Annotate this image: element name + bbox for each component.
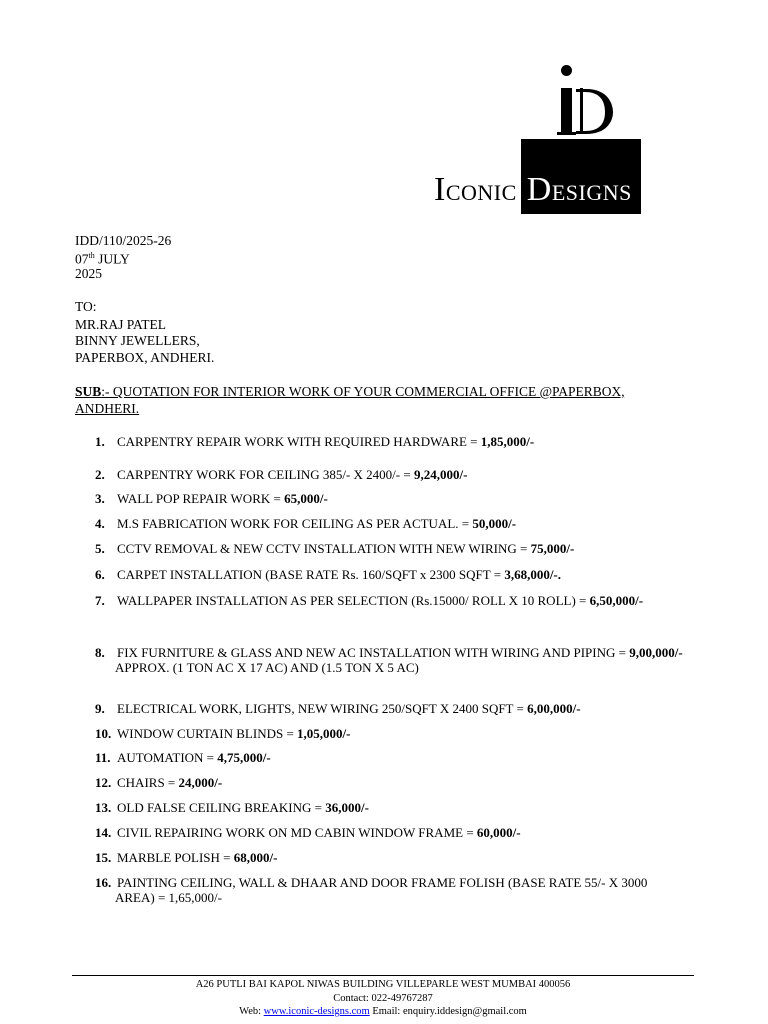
quotation-item — [95, 800, 695, 815]
item-amount: 36,000/- — [325, 800, 369, 815]
item-description: CIVIL REPAIRING WORK ON MD CABIN WINDOW FRAME = — [117, 825, 477, 840]
item-amount: 1,85,000/- — [480, 434, 535, 449]
item-amount: 68,000/- — [233, 850, 278, 865]
item-description: CARPENTRY REPAIR WORK WITH REQUIRED HARDWARE = — [117, 434, 481, 449]
footer-divider — [72, 975, 694, 976]
recipient-name: MR.RAJ PATEL — [75, 317, 167, 332]
item-number: 2. — [95, 467, 105, 482]
item-number: 14. — [95, 825, 112, 840]
quotation-item — [95, 491, 695, 506]
item-number: 12. — [95, 775, 112, 790]
item-amount: 9,24,000/- — [413, 467, 468, 482]
quotation-item — [95, 645, 695, 675]
item-description: PAINTING CEILING, WALL & DHAAR AND DOOR FRAME FOLISH (BASE RATE 55/- X 3000 — [117, 875, 648, 890]
item-number: 7. — [95, 593, 105, 608]
recipient-company: BINNY JEWELLERS, — [75, 333, 200, 348]
to-label: TO: — [75, 299, 97, 314]
item-amount: 6,50,000/- — [589, 593, 644, 608]
company-logo-text: ICONIC DESIGNS — [434, 171, 632, 208]
item-number: 9. — [95, 701, 105, 716]
quotation-item — [95, 701, 695, 716]
quotation-item — [95, 467, 695, 482]
item-description: MARBLE POLISH = — [117, 850, 234, 865]
item-amount: 50,000/- — [472, 516, 517, 531]
item-description: FIX FURNITURE & GLASS AND NEW AC INSTALLATION WITH WIRING AND PIPING = — [117, 645, 630, 660]
item-number: 4. — [95, 516, 105, 531]
item-number: 5. — [95, 541, 105, 556]
item-amount: 9,00,000/- — [629, 645, 683, 660]
item-amount: 24,000/- — [178, 775, 223, 790]
quotation-item — [95, 593, 695, 608]
item-description: CARPET INSTALLATION (BASE RATE Rs. 160/SQFT x 2300 SQFT = — [117, 567, 505, 582]
quotation-item — [95, 775, 695, 790]
item-amount: 6,00,000/- — [527, 701, 581, 716]
item-continuation: AREA) = 1,65,000/- — [115, 890, 222, 905]
item-amount: 75,000/- — [530, 541, 575, 556]
item-number: 6. — [95, 567, 105, 582]
item-description: CCTV REMOVAL & NEW CCTV INSTALLATION WITH NEW WIRING = — [117, 541, 531, 556]
item-number: 16. — [95, 875, 112, 890]
quotation-item — [95, 516, 695, 531]
item-continuation: APPROX. (1 TON AC X 17 AC) AND (1.5 TON X 5 AC) — [115, 660, 419, 675]
item-description: OLD FALSE CEILING BREAKING = — [117, 800, 326, 815]
subject-line: SUB:- QUOTATION FOR INTERIOR WORK OF YOUR COMMERCIAL OFFICE @PAPERBOX, ANDHERI. — [75, 384, 625, 416]
item-number: 8. — [95, 645, 105, 660]
letter-year: 2025 — [75, 266, 102, 281]
item-description: CHAIRS = — [117, 775, 179, 790]
item-amount: 4,75,000/- — [217, 750, 271, 765]
item-description: WALLPAPER INSTALLATION AS PER SELECTION (Rs.15000/ ROLL X 10 ROLL) = — [117, 593, 590, 608]
quotation-item — [95, 541, 695, 556]
item-number: 1. — [95, 434, 105, 449]
item-amount: 60,000/- — [476, 825, 521, 840]
letter-date: 07th JULY — [75, 251, 130, 267]
item-number: 3. — [95, 491, 105, 506]
item-number: 13. — [95, 800, 112, 815]
item-description: ELECTRICAL WORK, LIGHTS, NEW WIRING 250/SQFT X 2400 SQFT = — [117, 701, 528, 716]
footer-contact: Contact: 022-49767287 — [333, 993, 433, 1004]
item-amount: 3,68,000/-. — [504, 567, 562, 582]
quotation-item — [95, 850, 695, 865]
logo-dot — [561, 65, 572, 76]
quotation-item — [95, 726, 695, 741]
logo-mark — [552, 62, 612, 140]
recipient-address: PAPERBOX, ANDHERI. — [75, 350, 215, 365]
item-description: AUTOMATION = — [117, 750, 218, 765]
footer-address: A26 PUTLI BAI KAPOL NIWAS BUILDING VILLEPARLE WEST MUMBAI 400056 — [195, 979, 571, 990]
item-description: WALL POP REPAIR WORK = — [117, 491, 285, 506]
item-number: 11. — [95, 750, 111, 765]
item-description: M.S FABRICATION WORK FOR CEILING AS PER ACTUAL. = — [117, 516, 473, 531]
quotation-item — [95, 434, 695, 449]
website-link[interactable]: www.iconic-designs.com — [263, 1006, 370, 1017]
reference-number: IDD/110/2025-26 — [75, 233, 172, 248]
item-number: 10. — [95, 726, 112, 741]
logo-id-glyph — [556, 76, 616, 140]
item-number: 15. — [95, 850, 112, 865]
quotation-item — [95, 825, 695, 840]
quotation-item — [95, 567, 695, 582]
quotation-item — [95, 750, 695, 765]
item-description: WINDOW CURTAIN BLINDS = — [117, 726, 298, 741]
quotation-item — [95, 875, 695, 905]
item-amount: 1,05,000/- — [297, 726, 351, 741]
item-description: CARPENTRY WORK FOR CEILING 385/- X 2400/- = — [117, 467, 414, 482]
footer-web-email: Web: www.iconic-designs.com Email: enquiry.iddesign@gmail.com — [239, 1006, 527, 1017]
item-amount: 65,000/- — [284, 491, 328, 506]
